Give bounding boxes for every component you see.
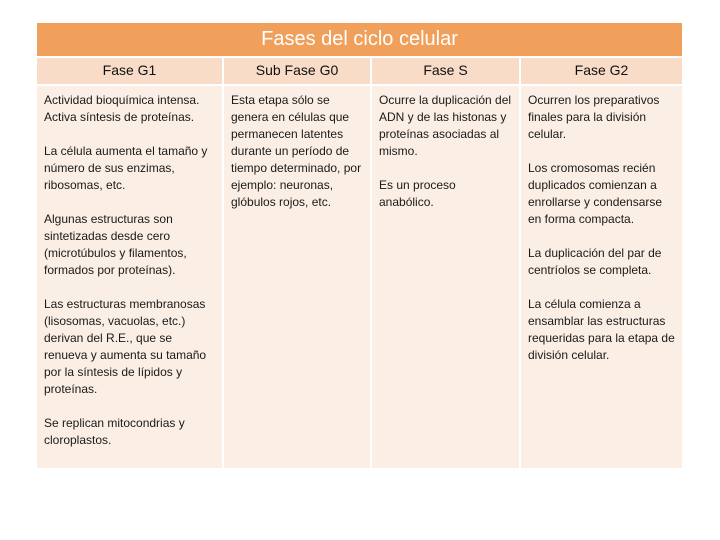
cell-cycle-table (37, 23, 682, 468)
g2-paragraph: Ocurren los preparativos finales para la división celular. (528, 93, 660, 141)
g1-paragraph: Las estructuras membranosas (lisosomas, vacuolas, etc.) derivan del R.E., que se renueva y aumenta su tamaño por la síntesis de lípidos y proteínas. (44, 297, 207, 396)
header-fase-s: Fase S (372, 58, 521, 84)
g2-paragraph: Los cromosomas recién duplicados comienzan a enrollarse y condensarse en forma compacta. (528, 161, 663, 226)
g2-paragraph: La célula comienza a ensamblar las estructuras requeridas para la etapa de división celular. (528, 297, 675, 362)
g1-paragraph: Se replican mitocondrias y cloroplastos. (44, 416, 185, 447)
header-fase-g2: Fase G2 (574, 62, 629, 78)
header-sub-fase-g0: Sub Fase G0 (224, 58, 372, 84)
column-fase-g2 (521, 86, 682, 468)
header-fase-g1: Fase G1 (37, 58, 224, 84)
s-paragraph: Es un proceso anabólico. (379, 178, 456, 209)
g2-paragraph: La duplicación del par de centríolos se completa. (528, 246, 662, 277)
table-header-row (37, 58, 682, 84)
g1-paragraph: La célula aumenta el tamaño y número de sus enzimas, ribosomas, etc. (44, 144, 208, 192)
column-sub-fase-g0 (224, 86, 372, 468)
g1-paragraph: Actividad bioquímica intensa. Activa síntesis de proteínas. (44, 93, 200, 124)
s-paragraph: Ocurre la duplicación del ADN y de las histonas y proteínas asociadas al mismo. (379, 93, 512, 158)
column-fase-g1 (37, 86, 224, 468)
table-body-row (37, 84, 682, 468)
g1-paragraph: Algunas estructuras son sintetizadas desde cero (microtúbulos y filamentos, formados por proteínas). (44, 212, 187, 277)
g0-paragraph: Esta etapa sólo se genera en células que permanecen latentes durante un período de tiempo determinado, por ejemplo: neuronas, glóbulos rojos, etc. (231, 93, 362, 209)
column-fase-s (372, 86, 521, 468)
table-title: Fases del ciclo celular (37, 23, 682, 58)
